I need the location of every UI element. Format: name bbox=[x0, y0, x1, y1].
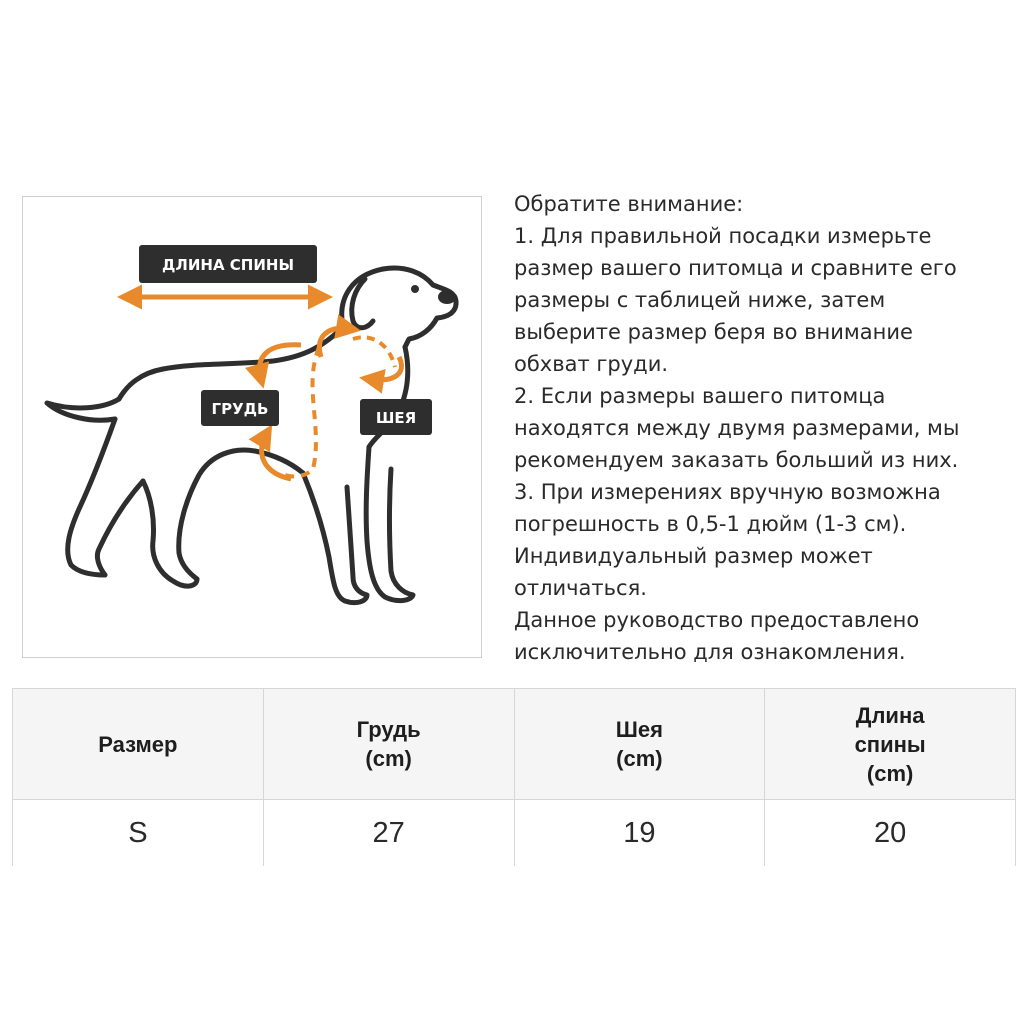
cell-size: S bbox=[13, 800, 264, 867]
size-table-header-row bbox=[13, 689, 1016, 800]
size-table bbox=[12, 688, 1016, 866]
measurement-notes bbox=[514, 188, 1014, 668]
header-neck: Шея (cm) bbox=[514, 689, 765, 800]
dog-outline bbox=[47, 268, 456, 603]
header-back-length: Длина спины (cm) bbox=[765, 689, 1016, 800]
cell-chest: 27 bbox=[263, 800, 514, 867]
cell-neck: 19 bbox=[514, 800, 765, 867]
notes-line: 2. Если размеры вашего питомца bbox=[514, 384, 886, 408]
notes-line: рекомендуем заказать больший из них. bbox=[514, 448, 959, 472]
notes-line: находятся между двумя размерами, мы bbox=[514, 416, 960, 440]
notes-line: Данное руководство предоставлено bbox=[514, 608, 920, 632]
neck-arrow bbox=[369, 357, 401, 380]
back-length-label: ДЛИНА СПИНЫ bbox=[162, 256, 294, 274]
header-chest: Грудь (cm) bbox=[263, 689, 514, 800]
notes-line: погрешность в 0,5-1 дюйм (1-3 см). bbox=[514, 512, 907, 536]
notes-line: отличаться. bbox=[514, 576, 647, 600]
notes-line: 1. Для правильной посадки измерьте bbox=[514, 224, 932, 248]
header-size: Размер bbox=[13, 689, 264, 800]
table-row bbox=[13, 800, 1016, 867]
chest-tag bbox=[201, 390, 279, 426]
dog-eye bbox=[411, 285, 419, 293]
chest-label: ГРУДЬ bbox=[211, 400, 269, 418]
neck-tag bbox=[360, 399, 432, 435]
notes-line: Обратите внимание: bbox=[514, 192, 744, 216]
dog-nose bbox=[438, 290, 456, 304]
notes-line: размеры с таблицей ниже, затем bbox=[514, 288, 886, 312]
notes-line: обхват груди. bbox=[514, 352, 669, 376]
dog-measurement-diagram bbox=[22, 196, 482, 658]
dog-diagram-svg bbox=[23, 197, 481, 657]
notes-line: размер вашего питомца и сравните его bbox=[514, 256, 957, 280]
notes-line: исключительно для ознакомления. bbox=[514, 640, 906, 664]
back-length-tag bbox=[139, 245, 317, 283]
notes-line: 3. При измерениях вручную возможна bbox=[514, 480, 941, 504]
notes-line: выберите размер беря во внимание bbox=[514, 320, 913, 344]
neck-label: ШЕЯ bbox=[375, 409, 417, 427]
neck-dashed-line bbox=[353, 337, 395, 367]
cell-back-length: 20 bbox=[765, 800, 1016, 867]
chest-dashed-line bbox=[279, 347, 319, 476]
notes-line: Индивидуальный размер может bbox=[514, 544, 873, 568]
